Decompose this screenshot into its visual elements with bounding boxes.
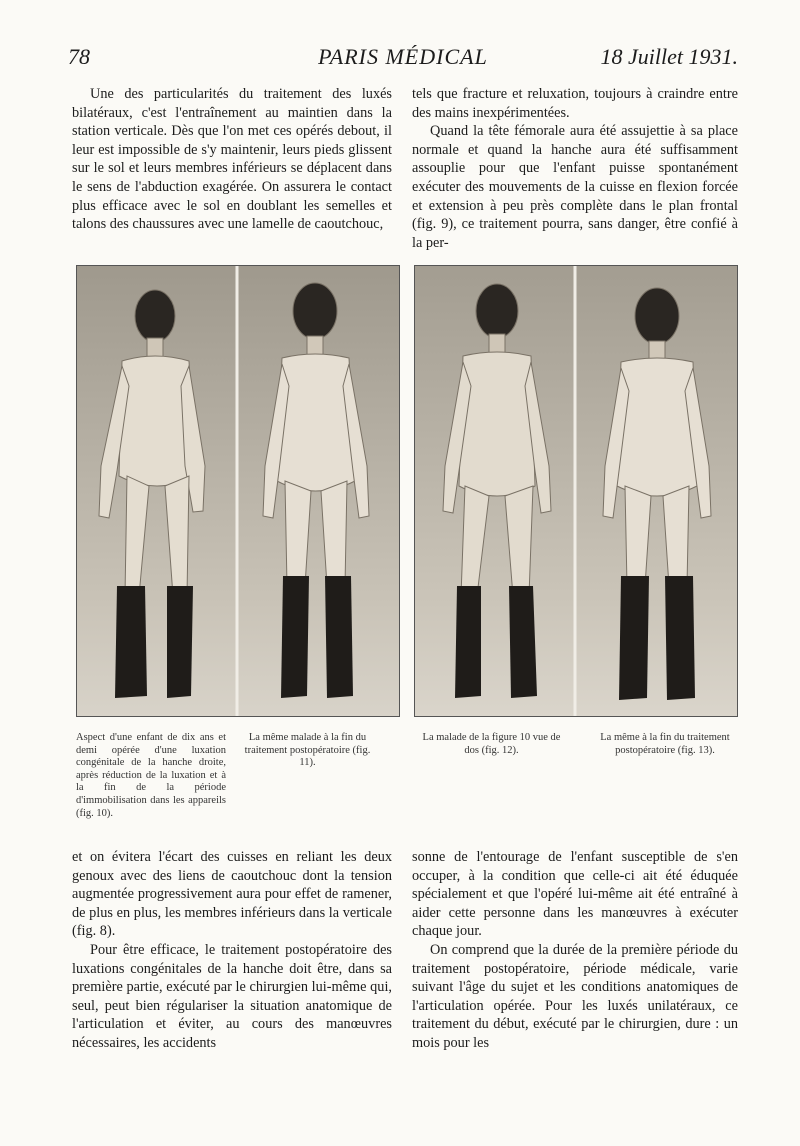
column-left-top <box>72 85 392 234</box>
paragraph: Quand la tête fémorale aura été assujettie à sa place normale et quand la hanche aura été suffisamment assouplie pour que l'enfant puisse spontanément exécuter des mouvements de la cuisse en flexion forcée et extension à peu près complète dans le plan frontal (fig. 9), ce traitement pourra, sans danger, être confié à la per- <box>412 123 738 251</box>
caption-fig-12: La malade de la figure 10 vue de dos (fig. 12). <box>422 732 561 756</box>
paragraph: Pour être efficace, le traitement postopératoire des luxations congénitales de la hanche doit être, dans sa première partie, exécuté par le chirurgien lui-même qui, seul, peut bien régulariser la situation anatomique de l'articulation et éviter, au cours des manœuvres nécessaires, les accidents <box>72 941 392 1051</box>
column-right-top <box>412 85 738 252</box>
running-header <box>68 44 738 78</box>
photo-front-figures <box>77 266 399 716</box>
caption-fig-10: Aspect d'une enfant de dix ans et demi opérée d'une luxation congénitale de la hanche droite, après réduction de la luxation et à la fin de la période d'immobilisation dans les appareils (fig. 10). <box>76 732 226 819</box>
paragraph: et on évitera l'écart des cuisses en reliant les deux genoux avec des liens de caoutchouc dont la tension augmentée progressivement aura pour effet de ramener, de plus en plus, les membres inférieurs dans la verticale (fig. 8). <box>72 849 392 940</box>
page-number: 78 <box>68 44 90 69</box>
photo-plate-front <box>76 265 400 717</box>
paragraph: Une des particularités du traitement des luxés bilatéraux, c'est l'entraînement au maintien dans la station verticale. Dès que l'on met ces opérés debout, il leur est impossible de s'y maintenir, leurs pieds glissent sur le sol et leurs membres inférieurs se déplacent dans le sens de l'abduction exagérée. On assurera le contact plus efficace avec le sol en doublant les semelles et talons des chaussures avec une lamelle de caoutchouc, <box>72 86 392 233</box>
paragraph: tels que fracture et reluxation, toujours à craindre entre des mains inexpérimentées. <box>412 86 738 121</box>
caption-fig-13: La même à la fin du traitement postopératoire (fig. 13). <box>600 732 730 756</box>
photo-plate-back <box>414 265 738 717</box>
column-right-bottom <box>412 848 738 1053</box>
column-left-bottom <box>72 848 392 1053</box>
issue-date: 18 Juillet 1931. <box>600 44 738 69</box>
caption-fig-11: La même malade à la fin du traitement postopératoire (fig. 11). <box>244 732 371 769</box>
paragraph: On comprend que la durée de la première période du traitement postopératoire, période médicale, varie suivant l'âge du sujet et les conditions anatomiques de l'articulation opérée. Pour les luxés unilatéraux, ce traitement du début, exécuté par le chirurgien, dure : un mois pour les <box>412 941 738 1051</box>
paragraph: sonne de l'entourage de l'enfant susceptible de s'en occuper, à la condition que celle-ci ait été éduquée spécialement et que l'opéré lui-même ait été entraîné à aider cette personne dans les manœuvres à exécuter chaque jour. <box>412 849 738 940</box>
photo-back-figures <box>415 266 737 716</box>
journal-title: PARIS MÉDICAL <box>318 44 488 69</box>
